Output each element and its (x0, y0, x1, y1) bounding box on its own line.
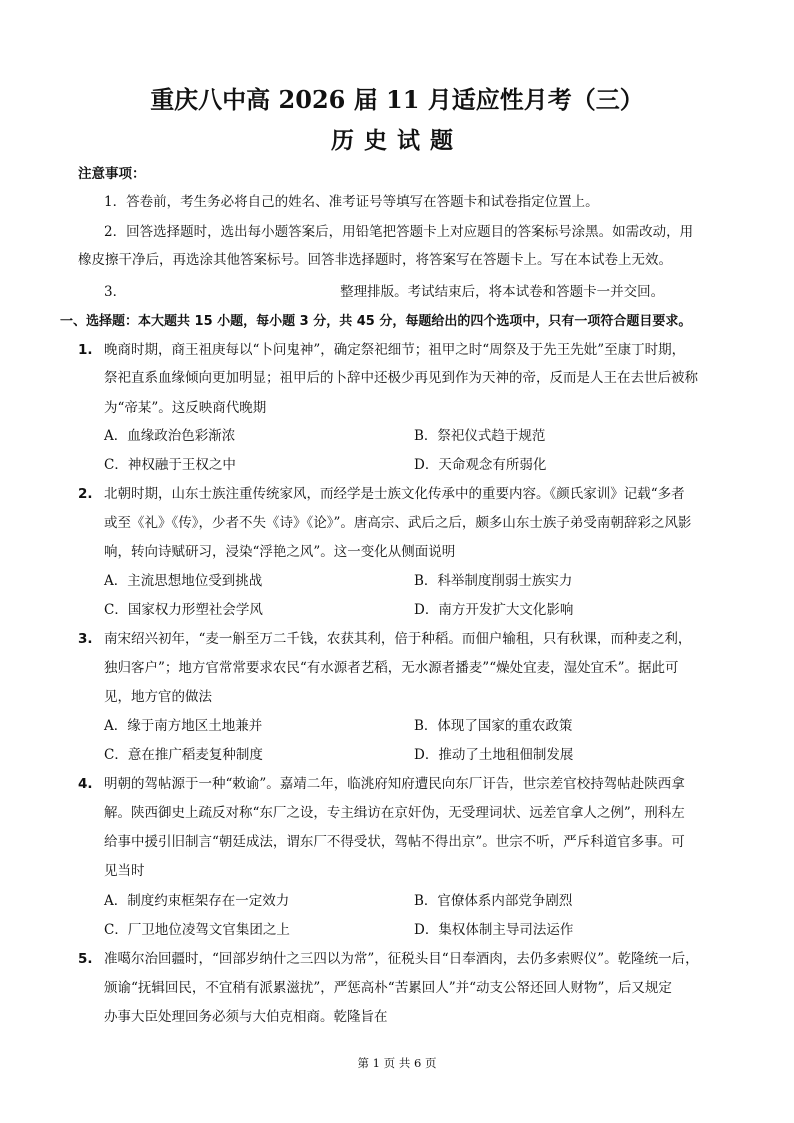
question-1-line-2: 祭祀直系血缘倾向更加明显；祖甲后的卜辞中还极少再见到作为天神的帝，反而是人王在去世后被称 (104, 370, 698, 386)
question-2-option-a[interactable]: A．主流思想地位受到挑战 (104, 573, 263, 589)
question-4-line-3: 给事中援引旧制言“朝廷成法，谓东厂不得受状，驾帖不得出京”。世宗不听，严斥科道官多事。可 (104, 834, 685, 850)
question-5-line-3: 办事大臣处理回务必须与大伯克相商。乾隆旨在 (104, 1009, 388, 1025)
question-5-line-2: 颁谕“抚辑回民，不宜稍有派累滋扰”，严惩高朴“苦累回人”并“动支公帑还回人财物”，后又规定 (104, 980, 672, 996)
question-4-option-b[interactable]: B．官僚体系内部党争剧烈 (414, 893, 573, 909)
question-3-line-2: 独归客户”；地方官常常要求农民“有水源者艺稻，无水源者播麦”“燥处宜麦，湿处宜禾”。据此可 (104, 660, 679, 676)
question-1-number: 1. (78, 342, 93, 358)
notice-item-3 (104, 282, 720, 302)
question-3-option-c[interactable]: C．意在推广稻麦复种制度 (104, 747, 263, 763)
question-3-line-1: 南宋绍兴初年，“麦一斛至万二千钱，农获其利，倍于种稻。而佃户输租，只有秋课，而种麦之利， (104, 631, 692, 647)
notice-item-3-number: 3． (104, 284, 127, 300)
question-2-option-c[interactable]: C．国家权力形塑社会学风 (104, 602, 263, 618)
exam-title: 重庆八中高 2026 届 11 月适应性月考（三） (150, 85, 644, 114)
question-4-option-a[interactable]: A．制度约束框架存在一定效力 (104, 893, 290, 909)
question-3-option-a[interactable]: A．缘于南方地区土地兼并 (104, 718, 263, 734)
question-1-option-c[interactable]: C．神权融于王权之中 (104, 457, 236, 473)
question-5-number: 5. (78, 951, 93, 967)
question-2-number: 2. (78, 486, 93, 502)
question-4-line-4: 见当时 (104, 863, 145, 879)
question-2-line-3: 响，转向诗赋研习，浸染“浮艳之风”。这一变化从侧面说明 (104, 544, 456, 560)
notice-item-2-line-2: 橡皮擦干净后，再选涂其他答案标号。回答非选择题时，将答案写在答题卡上。写在本试卷上无效。 (78, 252, 672, 268)
question-3-number: 3. (78, 631, 93, 647)
question-5-line-1: 准噶尔治回疆时，“回部岁纳什之三四以为常”，征税头目“日奉酒肉，去仍多索赆仪”。乾隆统一后， (104, 951, 699, 967)
question-4-number: 4. (78, 776, 93, 792)
question-1-line-1: 晚商时期，商王祖庚每以“卜问鬼神”，确定祭祀细节；祖甲之时“周祭及于先王先妣”至康丁时期， (104, 342, 686, 358)
question-1-option-d[interactable]: D．天命观念有所弱化 (414, 457, 547, 473)
question-3-option-d[interactable]: D．推动了土地租佃制发展 (414, 747, 574, 763)
question-4-line-1: 明朝的驾帖源于一种“敕谕”。嘉靖二年，临洮府知府遭民向东厂讦告，世宗差官校持驾帖赴陕西拿 (104, 776, 685, 792)
question-4-line-2: 解。陕西御史上疏反对称“东厂之设，专主缉访在京奸伪，无受理词状、远差官拿人之例”，刑科左 (104, 805, 685, 821)
notice-item-1: 1．答卷前，考生务必将自己的姓名、准考证号等填写在答题卡和试卷指定位置上。 (104, 194, 599, 210)
question-1-option-a[interactable]: A．血缘政治色彩渐浓 (104, 428, 236, 444)
notice-heading: 注意事项： (78, 166, 146, 182)
question-1-line-3: 为“帝某”。这反映商代晚期 (104, 400, 267, 416)
question-4-option-d[interactable]: D．集权体制主导司法运作 (414, 922, 574, 938)
question-2-line-1: 北朝时期，山东士族注重传统家风，而经学是士族文化传承中的重要内容。《颜氏家训》记载“多者 (104, 486, 685, 502)
notice-item-3-text: 整理排版。考试结束后，将本试卷和答题卡一并交回。 (340, 284, 665, 300)
question-2-line-2: 或至《礼》《传》，少者不失《诗》《论》”。唐高宗、武后之后，颇多山东士族子弟受南朝辞彩之风影 (104, 515, 692, 531)
subject-title: 历史试题 (331, 127, 463, 154)
section-1-heading: 一、选择题：本大题共 15 小题，每小题 3 分，共 45 分，每题给出的四个选项中，只有一项符合题目要求。 (60, 314, 692, 329)
question-4-option-c[interactable]: C．厂卫地位凌驾文官集团之上 (104, 922, 290, 938)
question-3-option-b[interactable]: B．体现了国家的重农政策 (414, 718, 573, 734)
question-2-option-d[interactable]: D．南方开发扩大文化影响 (414, 602, 574, 618)
question-2-option-b[interactable]: B．科举制度削弱士族实力 (414, 573, 573, 589)
question-3-line-3: 见，地方官的做法 (104, 689, 212, 705)
question-1-option-b[interactable]: B．祭祀仪式趋于规范 (414, 428, 546, 444)
notice-item-2-line-1: 2．回答选择题时，选出每小题答案后，用铅笔把答题卡上对应题目的答案标号涂黑。如需改动，用 (104, 224, 694, 240)
page-footer: 第 1 页 共 6 页 (357, 1056, 437, 1070)
